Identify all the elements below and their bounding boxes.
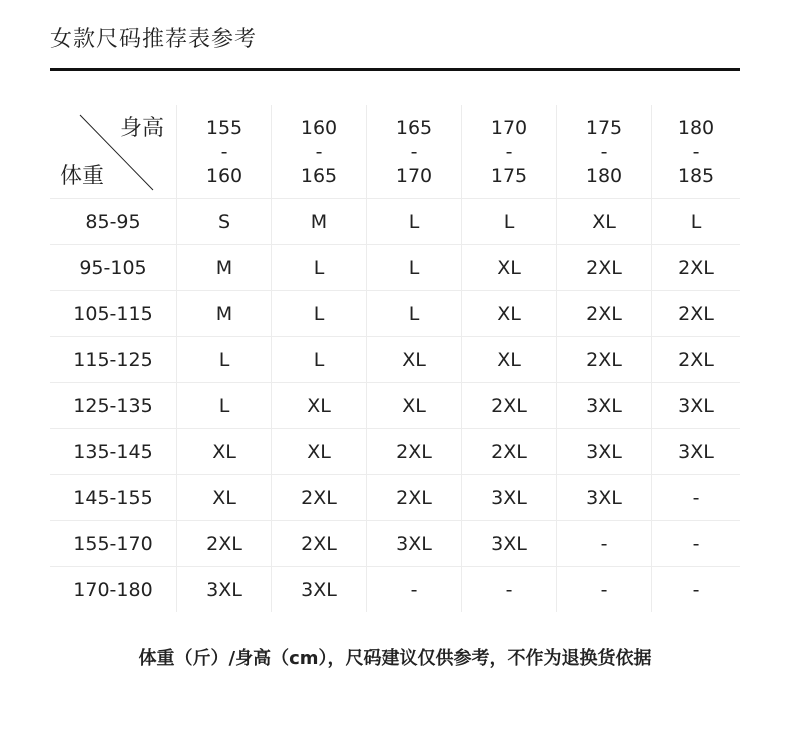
size-cell: 2XL (272, 475, 367, 520)
size-cell: XL (462, 337, 557, 382)
size-cell: S (177, 199, 272, 244)
size-cell: 2XL (367, 429, 462, 474)
page-title: 女款尺码推荐表参考 (50, 27, 258, 52)
size-cell: XL (557, 199, 652, 244)
size-cell: 3XL (462, 521, 557, 566)
size-cell: - (692, 578, 700, 601)
table-row (50, 567, 740, 612)
size-cell: L (462, 199, 557, 244)
corner-weight-label: 体重 (60, 164, 105, 189)
size-cell: 3XL (462, 475, 557, 520)
size-cell: 2XL (678, 256, 714, 279)
height-range-sep: - (692, 140, 700, 163)
title-divider (50, 68, 740, 71)
size-cell: - (557, 567, 652, 612)
size-cell: XL (272, 383, 367, 428)
height-range-from: 170 (490, 116, 528, 139)
height-range-sep: - (410, 140, 418, 163)
size-cell: - (692, 486, 700, 509)
size-cell: 2XL (678, 302, 714, 325)
height-range-to: 180 (585, 164, 623, 187)
size-cell: 2XL (177, 521, 272, 566)
size-cell: XL (177, 475, 272, 520)
size-cell: L (367, 291, 462, 336)
size-cell: M (272, 199, 367, 244)
footnote: 体重（斤）/身高（cm），尺码建议仅供参考，不作为退换货依据 (138, 648, 652, 669)
table-row (50, 199, 740, 245)
table-row (50, 291, 740, 337)
size-cell: L (272, 291, 367, 336)
size-cell: 3XL (557, 429, 652, 474)
height-range-header (652, 105, 740, 198)
table-row (50, 383, 740, 429)
size-cell: M (177, 245, 272, 290)
table-row (50, 475, 740, 521)
weight-range-cell: 85-95 (50, 199, 177, 244)
size-cell: 2XL (272, 521, 367, 566)
size-cell: L (177, 383, 272, 428)
size-cell: - (557, 521, 652, 566)
height-range-to: 175 (490, 164, 528, 187)
size-cell: 2XL (557, 291, 652, 336)
size-cell: L (272, 337, 367, 382)
corner-cell (50, 105, 177, 198)
weight-range-cell: 145-155 (50, 475, 177, 520)
height-range-from: 180 (677, 116, 715, 139)
weight-range-cell: 155-170 (50, 521, 177, 566)
height-range-to: 185 (677, 164, 715, 187)
size-cell: L (177, 337, 272, 382)
size-cell: 2XL (462, 429, 557, 474)
height-range-sep: - (505, 140, 513, 163)
weight-range-cell: 115-125 (50, 337, 177, 382)
height-range-header (177, 105, 272, 198)
table-row (50, 245, 740, 291)
table-row (50, 521, 740, 567)
weight-range-cell: 125-135 (50, 383, 177, 428)
size-cell: 3XL (678, 394, 714, 417)
size-cell: 2XL (557, 337, 652, 382)
size-cell: 2XL (557, 245, 652, 290)
size-cell: L (367, 199, 462, 244)
size-cell: XL (367, 383, 462, 428)
height-range-sep: - (220, 140, 228, 163)
weight-range-cell: 95-105 (50, 245, 177, 290)
height-range-from: 160 (300, 116, 338, 139)
table-header-row (50, 105, 740, 199)
size-cell: 3XL (678, 440, 714, 463)
table-row (50, 337, 740, 383)
height-range-sep: - (600, 140, 608, 163)
size-cell: - (367, 567, 462, 612)
size-cell: - (462, 567, 557, 612)
size-cell: 2XL (462, 383, 557, 428)
size-cell: 3XL (177, 567, 272, 612)
height-range-from: 165 (395, 116, 433, 139)
size-table (50, 105, 740, 612)
size-cell: XL (462, 245, 557, 290)
height-range-from: 155 (205, 116, 243, 139)
size-cell: - (692, 532, 700, 555)
table-row (50, 429, 740, 475)
size-cell: M (177, 291, 272, 336)
size-cell: 3XL (557, 475, 652, 520)
corner-height-label: 身高 (119, 116, 164, 141)
size-cell: XL (462, 291, 557, 336)
height-range-header (367, 105, 462, 198)
size-cell: XL (177, 429, 272, 474)
size-cell: XL (272, 429, 367, 474)
height-range-header (557, 105, 652, 198)
size-cell: XL (367, 337, 462, 382)
weight-range-cell: 105-115 (50, 291, 177, 336)
weight-range-cell: 135-145 (50, 429, 177, 474)
size-cell: 2XL (678, 348, 714, 371)
weight-range-cell: 170-180 (50, 567, 177, 612)
height-range-header (272, 105, 367, 198)
height-range-to: 165 (300, 164, 338, 187)
size-cell: 3XL (557, 383, 652, 428)
height-range-from: 175 (585, 116, 623, 139)
size-cell: L (367, 245, 462, 290)
height-range-to: 160 (205, 164, 243, 187)
height-range-to: 170 (395, 164, 433, 187)
height-range-sep: - (315, 140, 323, 163)
size-cell: L (272, 245, 367, 290)
size-cell: L (690, 210, 702, 233)
size-cell: 3XL (367, 521, 462, 566)
height-range-header (462, 105, 557, 198)
size-cell: 2XL (367, 475, 462, 520)
size-cell: 3XL (272, 567, 367, 612)
